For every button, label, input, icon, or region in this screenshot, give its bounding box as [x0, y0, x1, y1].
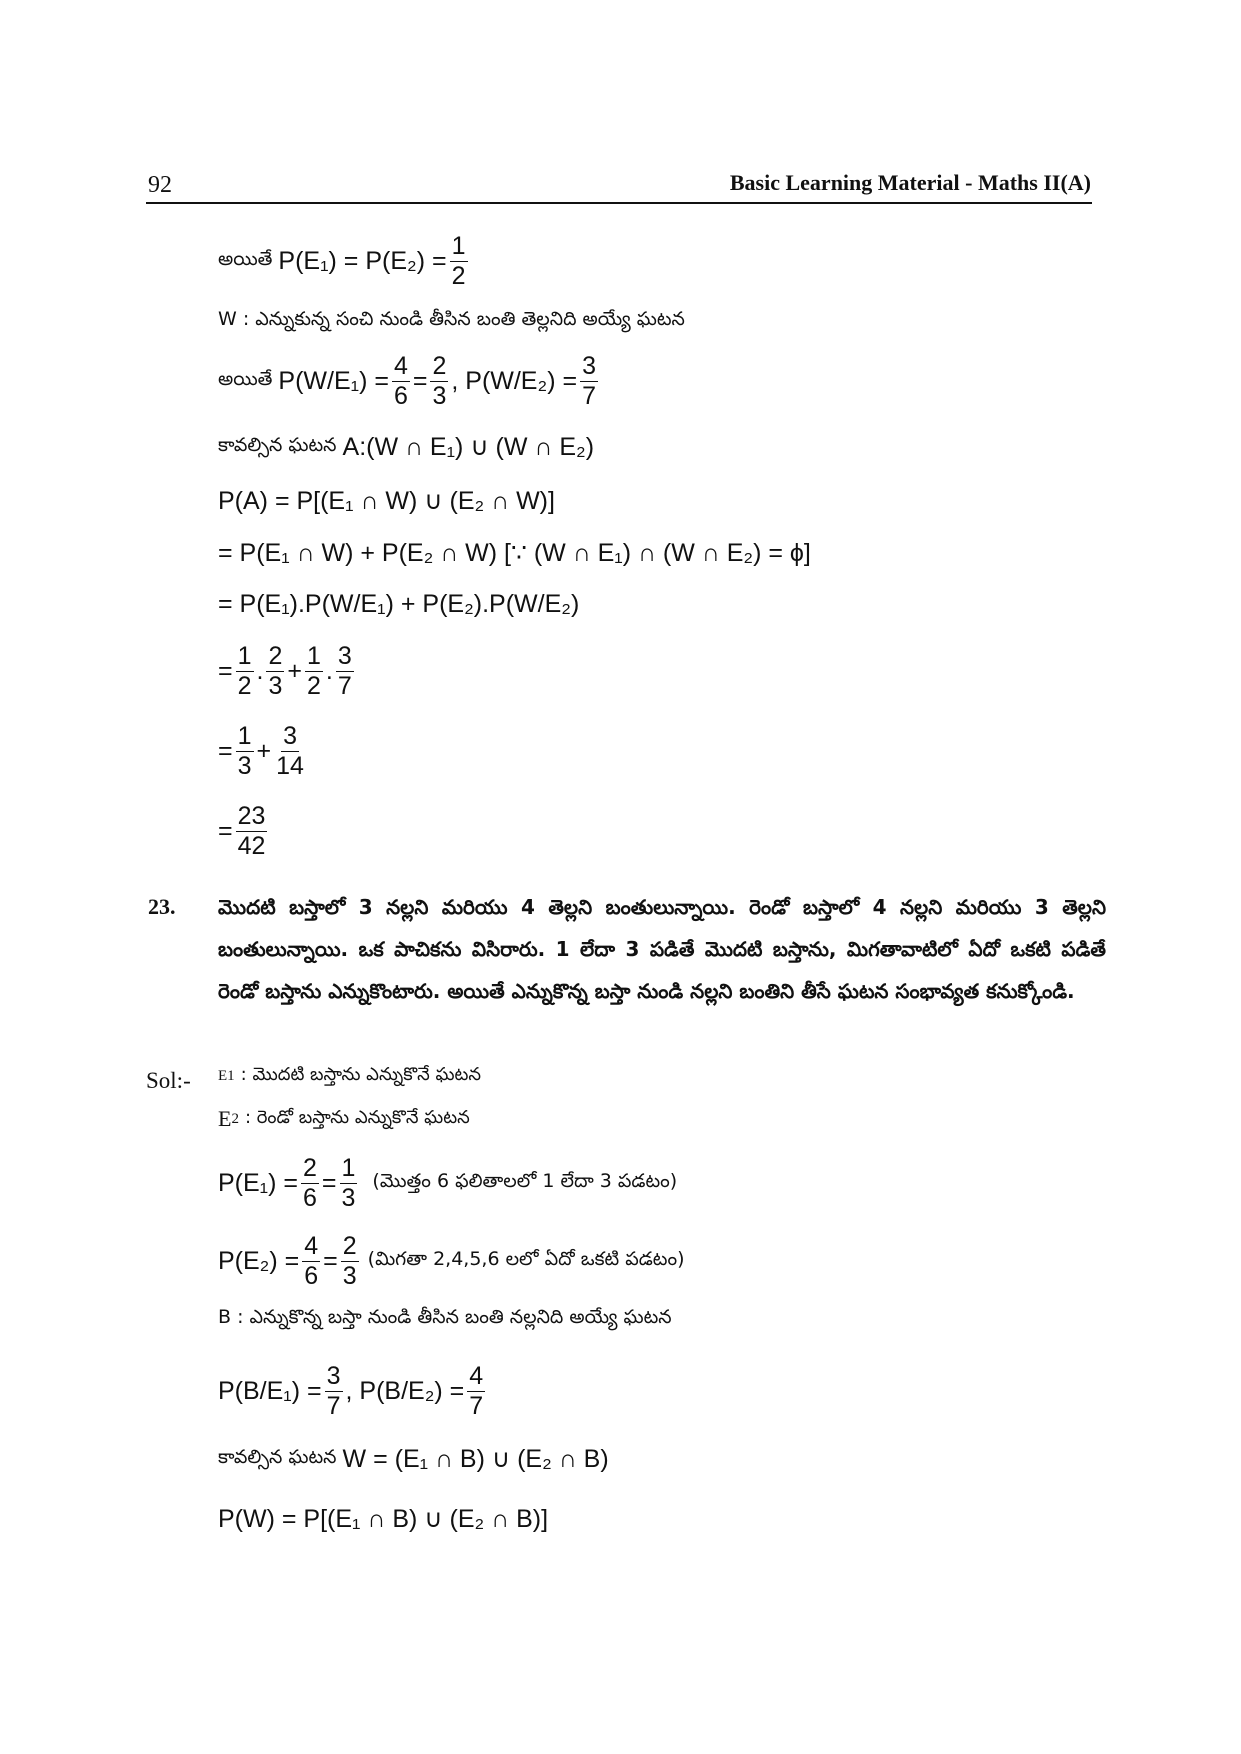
running-header-title: Basic Learning Material - Maths II(A)	[729, 170, 1091, 195]
solution-label: Sol:-	[146, 1068, 191, 1093]
eq-line-1-math: P(E₁) = P(E₂) =	[278, 247, 447, 275]
event-e1-definition: E 1 : మొదటి బస్తాను ఎన్నుకొనే ఘటన	[218, 1064, 482, 1085]
fraction: $\frac{1}{2}$	[451, 232, 466, 290]
prob-e2: P(E₂) = $\frac{4}{6}$ = $\frac{2}{3}$ (మిగతా 2,4,5,6 లలో ఏదో ఒకటి పడటం)	[218, 1232, 685, 1290]
event-w-definition: W : ఎన్నుకున్న సంచి నుండి తీసిన బంతి తెల్లనిది అయ్యే ఘటన	[218, 308, 685, 330]
conditional-probs-b: P(B/E₁) = $\frac{3}{7}$ , P(B/E₂) = $\frac{4}{7}$	[218, 1362, 484, 1420]
eq-line-9: = $\frac{1}{3}$ + $\frac{3}{14}$	[218, 722, 304, 780]
required-event-a: కావల్సిన ఘటన A:(W ∩ E₁) ∪ (W ∩ E₂)	[218, 433, 595, 461]
question-number: 23.	[148, 894, 176, 919]
fraction: $\frac{4}{6}$	[393, 352, 408, 410]
prob-w: P(W) = P[(E₁ ∩ B) ∪ (E₂ ∩ B)]	[218, 1505, 549, 1533]
eq-line-1	[218, 232, 471, 291]
header-rule	[146, 202, 1092, 204]
prob-e2-note: (మిగతా 2,4,5,6 లలో ఏదో ఒకటి పడటం)	[367, 1248, 685, 1270]
eq-line-6: = P(E₁ ∩ W) + P(E₂ ∩ W) [∵ (W ∩ E₁) ∩ (W ∩ E₂) = ϕ]	[218, 539, 811, 567]
prob-e1-note: (మొత్తం 6 ఫలితాలలో 1 లేదా 3 పడటం)	[372, 1170, 678, 1192]
eq-line-5: P(A) = P[(E₁ ∩ W) ∪ (E₂ ∩ W)]	[218, 487, 555, 515]
required-event-w: కావల్సిన ఘటన W = (E₁ ∩ B) ∪ (E₂ ∩ B)	[218, 1445, 609, 1473]
fraction: $\frac{3}{7}$	[582, 352, 596, 410]
fraction: $\frac{2}{3}$	[432, 352, 447, 410]
question-text: మొదటి బస్తాలో 3 నల్లని మరియు 4 తెల్లని బంతులున్నాయి. రెండో బస్తాలో 4 నల్లని మరియు 3 తెల్లని బంతులున్నాయి. ఒక పాచికను విసిరారు. 1 లేదా 3 పడితే మొదటి బస్తాను, మిగతావాటిలో ఏదో ఒకటి పడితే రెండో బస్తాను ఎన్నుకొంటారు. అయితే ఎన్నుకొన్న బస్తా నుండి నల్లని బంతిని తీసే ఘటన సంభావ్యత కనుక్కోండి.	[218, 895, 1106, 1003]
eq-line-7: = P(E₁).P(W/E₁) + P(E₂).P(W/E₂)	[218, 590, 580, 618]
page-number: 92	[148, 172, 172, 198]
event-b-definition: B : ఎన్నుకొన్న బస్తా నుండి తీసిన బంతి నల్లనిది అయ్యే ఘటన	[218, 1306, 672, 1328]
event-e2-definition: E 2 : రెండో బస్తాను ఎన్నుకొనే ఘటన	[218, 1106, 470, 1131]
eq-line-3: అయితే P(W/E₁) = $\frac{4}{6}$ = $\frac{2}{3}$ , P(W/E₂) = $\frac{3}{7}$	[218, 352, 596, 410]
eq-line-10: = $\frac{23}{42}$	[218, 802, 266, 860]
prob-e1: P(E₁) = $\frac{2}{6}$ = $\frac{1}{3}$ (మొత్తం 6 ఫలితాలలో 1 లేదా 3 పడటం)	[218, 1154, 678, 1212]
eq-line-8: = $\frac{1}{2}$ . $\frac{2}{3}$ + $\frac{1}{2}$ . $\frac{3}{7}$	[218, 642, 352, 700]
eq-line-1-prefix: అయితే	[218, 248, 273, 270]
